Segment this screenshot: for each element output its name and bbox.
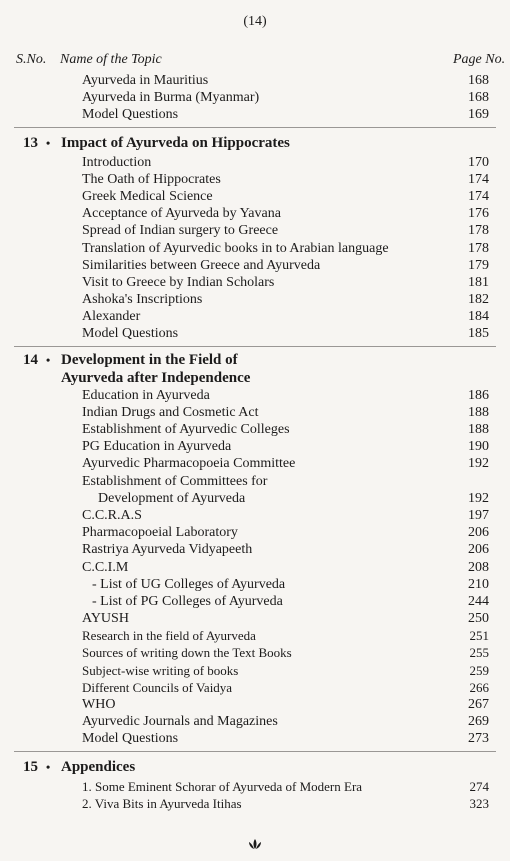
entry-page: 244 [468, 593, 489, 609]
entry-title: Introduction [82, 154, 152, 170]
entry-page: 188 [468, 404, 489, 420]
entry-title: Different Councils of Vaidya [82, 679, 233, 695]
section-divider [14, 751, 496, 752]
toc-entry [0, 610, 510, 627]
toc-entry [0, 171, 510, 188]
entry-title: 1. Some Eminent Schorar of Ayurveda of Modern Era [82, 778, 363, 794]
entry-page: 192 [468, 456, 489, 472]
toc-entry [0, 222, 510, 239]
entry-page: 208 [468, 559, 489, 575]
toc-entry [0, 404, 510, 421]
toc-entry [0, 593, 510, 610]
toc-entry [0, 291, 510, 308]
toc-entry [0, 559, 510, 576]
toc-entry [0, 696, 510, 713]
entry-title: Ayurvedic Pharmacopoeia Committee [82, 456, 296, 472]
bullet-icon: • [46, 759, 51, 774]
toc-entry [0, 644, 510, 661]
entry-title: 2. Viva Bits in Ayurveda Itihas [82, 795, 242, 811]
section-title-line-1: Development in the Field of [61, 351, 238, 368]
entry-page: 206 [468, 542, 489, 558]
header-sno: S.No. [16, 52, 47, 67]
entry-page: 250 [468, 611, 489, 627]
contents-list [0, 72, 510, 812]
toc-entry [0, 541, 510, 558]
entry-title: - List of PG Colleges of Ayurveda [92, 593, 283, 609]
toc-entry [0, 308, 510, 325]
toc-entry [0, 473, 510, 490]
entry-title: Subject-wise writing of books [82, 662, 239, 678]
entry-page: 266 [469, 679, 489, 695]
toc-entry [0, 274, 510, 291]
entry-page: 169 [468, 107, 489, 123]
entry-page: 181 [468, 274, 489, 290]
entry-page: 178 [468, 223, 489, 239]
entry-title: Translation of Ayurvedic books in to Arabian language [82, 240, 389, 256]
entry-page: 185 [468, 326, 489, 342]
toc-entry [0, 679, 510, 696]
lotus-ornament-icon [248, 838, 262, 850]
section-number: 13 [23, 134, 38, 151]
entry-title: C.C.R.A.S [82, 507, 142, 523]
toc-entry [0, 713, 510, 730]
entry-title: Acceptance of Ayurveda by Yavana [82, 206, 281, 222]
entry-title: Development of Ayurveda [98, 490, 246, 506]
toc-entry [0, 421, 510, 438]
page-number: (14) [243, 14, 267, 29]
entry-page: 179 [468, 257, 489, 273]
entry-page: 206 [468, 525, 489, 541]
entry-title: Ayurveda in Mauritius [82, 73, 209, 88]
bullet-icon: • [46, 352, 51, 367]
entry-title: Spread of Indian surgery to Greece [82, 223, 279, 239]
entry-title: The Oath of Hippocrates [82, 171, 221, 187]
entry-title: - List of UG Colleges of Ayurveda [92, 576, 286, 592]
entry-page: 197 [468, 507, 489, 523]
section-number: 15 [23, 758, 38, 775]
entry-page: 210 [468, 576, 489, 592]
entry-page: 188 [468, 422, 489, 437]
entry-title: Ashoka's Inscriptions [82, 292, 203, 308]
section-divider [14, 346, 496, 347]
entry-page: 273 [468, 731, 489, 747]
entry-title: Ayurvedic Journals and Magazines [82, 714, 278, 730]
toc-entry [0, 778, 510, 795]
entry-title: Indian Drugs and Cosmetic Act [82, 404, 259, 420]
header-topic: Name of the Topic [60, 52, 162, 67]
entry-title: Ayurveda in Burma (Myanmar) [82, 90, 260, 106]
toc-entry [0, 154, 510, 171]
entry-page: 168 [468, 90, 489, 106]
section-heading-15 [0, 756, 510, 778]
entry-title: Visit to Greece by Indian Scholars [82, 274, 275, 290]
bullet-icon: • [46, 135, 51, 150]
toc-entry [0, 205, 510, 222]
entry-page: 251 [469, 628, 489, 644]
toc-entry [0, 257, 510, 274]
toc-entry [0, 387, 510, 404]
entry-page: 176 [468, 206, 489, 222]
toc-entry [0, 89, 510, 106]
section-title-line-2: Ayurveda after Independence [61, 369, 251, 386]
toc-entry [0, 524, 510, 541]
toc-entry [0, 662, 510, 679]
entry-title: Research in the field of Ayurveda [82, 628, 256, 644]
toc-entry [0, 455, 510, 472]
entry-page: 192 [468, 490, 489, 506]
entry-title: Rastriya Ayurveda Vidyapeeth [82, 542, 253, 558]
entry-page: 267 [468, 697, 489, 712]
entry-title: Establishment of Ayurvedic Colleges [82, 422, 290, 437]
entry-title: Similarities between Greece and Ayurveda [82, 257, 321, 273]
entry-title: Education in Ayurveda [82, 387, 210, 403]
entry-title: PG Education in Ayurveda [82, 439, 232, 455]
toc-entry [0, 72, 510, 89]
toc-entry [0, 730, 510, 747]
toc-entry [0, 576, 510, 593]
entry-page: 174 [468, 171, 489, 187]
entry-title: Model Questions [82, 326, 179, 342]
entry-title: C.C.I.M [82, 559, 129, 575]
header-page-no: Page No. [453, 52, 506, 67]
entry-title: Pharmacopoeial Laboratory [82, 525, 238, 541]
entry-page: 274 [469, 778, 489, 794]
toc-entry [0, 188, 510, 205]
entry-page: 186 [468, 387, 489, 403]
toc-entry [0, 438, 510, 455]
toc-entry [0, 240, 510, 257]
entry-title: Model Questions [82, 107, 179, 123]
entry-page: 168 [468, 73, 489, 88]
entry-title: Greek Medical Science [82, 188, 213, 204]
section-heading-14 [0, 351, 510, 387]
entry-page: 182 [468, 292, 489, 308]
section-title: Appendices [61, 758, 136, 775]
entry-title: Alexander [82, 309, 141, 325]
entry-title: Sources of writing down the Text Books [82, 645, 292, 661]
section-divider [14, 127, 496, 128]
toc-entry [0, 627, 510, 644]
section-title: Impact of Ayurveda on Hippocrates [61, 134, 290, 151]
toc-entry [0, 507, 510, 524]
entry-page: 184 [468, 309, 489, 325]
entry-title: AYUSH [82, 611, 129, 627]
toc-entry [0, 325, 510, 342]
section-number: 14 [23, 351, 38, 368]
entry-page: 323 [469, 795, 489, 811]
entry-page: 174 [468, 188, 489, 204]
toc-entry [0, 106, 510, 123]
toc-entry [0, 795, 510, 812]
entry-page: 178 [468, 240, 489, 256]
entry-page: 255 [469, 645, 489, 661]
entry-page: 259 [469, 662, 489, 678]
entry-page: 190 [468, 439, 489, 455]
entry-page: 170 [468, 154, 489, 170]
section-heading-13 [0, 132, 510, 154]
entry-title: Model Questions [82, 731, 179, 747]
entry-title: WHO [82, 697, 116, 712]
entry-page: 269 [468, 714, 489, 730]
toc-entry [0, 490, 510, 507]
entry-title: Establishment of Committees for [82, 473, 268, 489]
